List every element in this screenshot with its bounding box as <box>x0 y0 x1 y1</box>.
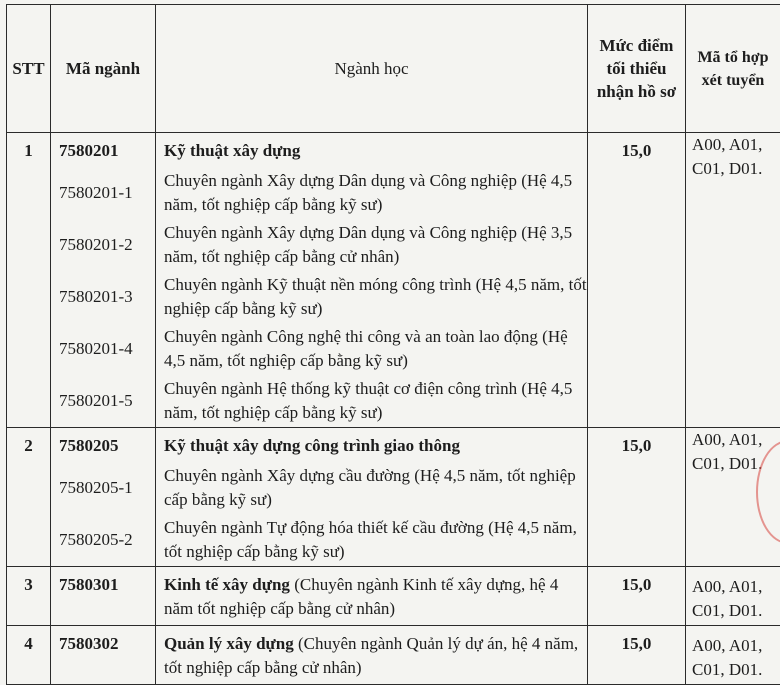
min-score: 15,0 <box>588 567 685 597</box>
row-stt: 2 <box>7 428 51 567</box>
row-combo <box>686 133 780 428</box>
row-stt: 3 <box>7 567 51 626</box>
sub-code: 7580201-3 <box>51 271 155 323</box>
sub-name: Chuyên ngành Hệ thống kỹ thuật cơ điện công trình (Hệ 4,5 năm, tốt nghiệp cấp bằng kỹ sư) <box>156 375 587 427</box>
major-name-cell <box>156 626 588 685</box>
major-name: Kinh tế xây dựng <box>164 575 290 594</box>
row-score <box>588 567 686 626</box>
subject-combo: A00, A01, C01, D01. <box>686 626 780 682</box>
subject-combo: A00, A01, C01, D01. <box>692 428 780 476</box>
row-stt: 4 <box>7 626 51 685</box>
header-stt: STT <box>7 5 51 133</box>
header-combo: Mã tổ hợp xét tuyển <box>686 5 780 133</box>
row-score <box>588 428 686 567</box>
major-code: 7580201 <box>51 133 155 167</box>
row-score <box>588 626 686 685</box>
major-name-cell <box>156 567 588 626</box>
sub-name: Chuyên ngành Công nghệ thi công và an toàn lao động (Hệ 4,5 năm, tốt nghiệp cấp bằng kỹ sư) <box>156 323 587 375</box>
major-detail: (Chuyên ngành Kinh tế xây dựng, hệ 4 năm tốt nghiệp cấp bằng cử nhân) <box>164 575 558 618</box>
major-detail: (Chuyên ngành Quản lý dự án, hệ 4 năm, tốt nghiệp cấp bằng cử nhân) <box>164 634 578 677</box>
header-row <box>7 5 780 133</box>
row-stt: 1 <box>7 133 51 428</box>
header-code: Mã ngành <box>51 5 156 133</box>
min-score: 15,0 <box>588 626 685 656</box>
admission-table <box>6 4 780 685</box>
row-names <box>156 133 588 428</box>
row-codes <box>51 133 156 428</box>
min-score: 15,0 <box>588 428 685 458</box>
row-combo <box>686 626 780 685</box>
sub-code: 7580201-4 <box>51 323 155 375</box>
row-codes <box>51 428 156 567</box>
major-name: Kỹ thuật xây dựng <box>156 133 587 167</box>
sub-code: 7580205-1 <box>51 462 155 514</box>
table-row <box>7 626 780 685</box>
sub-code: 7580205-2 <box>51 514 155 566</box>
major-code: 7580205 <box>51 428 155 462</box>
table-row <box>7 567 780 626</box>
sub-code: 7580201-1 <box>51 167 155 219</box>
major-code: 7580301 <box>51 567 156 626</box>
row-names <box>156 428 588 567</box>
sub-name: Chuyên ngành Tự động hóa thiết kế cầu đường (Hệ 4,5 năm, tốt nghiệp cấp bằng kỹ sư) <box>156 514 587 566</box>
header-name: Ngành học <box>156 5 588 133</box>
table-row <box>7 133 780 428</box>
row-combo <box>686 567 780 626</box>
subject-combo: A00, A01, C01, D01. <box>692 133 780 181</box>
sub-code: 7580201-2 <box>51 219 155 271</box>
major-name: Kỹ thuật xây dựng công trình giao thông <box>156 428 587 462</box>
header-score: Mức điểm tối thiểu nhận hồ sơ <box>588 5 686 133</box>
table-row <box>7 428 780 567</box>
sub-name: Chuyên ngành Kỹ thuật nền móng công trình (Hệ 4,5 năm, tốt nghiệp cấp bằng kỹ sư) <box>156 271 587 323</box>
row-score <box>588 133 686 428</box>
sub-code: 7580201-5 <box>51 375 155 427</box>
major-code: 7580302 <box>51 626 156 685</box>
subject-combo: A00, A01, C01, D01. <box>686 567 780 623</box>
sub-name: Chuyên ngành Xây dựng cầu đường (Hệ 4,5 năm, tốt nghiệp cấp bằng kỹ sư) <box>156 462 587 514</box>
min-score: 15,0 <box>588 133 685 163</box>
sub-name: Chuyên ngành Xây dựng Dân dụng và Công nghiệp (Hệ 3,5 năm, tốt nghiệp cấp bằng cử nhân) <box>156 219 587 271</box>
major-name: Quản lý xây dựng <box>164 634 294 653</box>
sub-name: Chuyên ngành Xây dựng Dân dụng và Công nghiệp (Hệ 4,5 năm, tốt nghiệp cấp bằng kỹ sư) <box>156 167 587 219</box>
